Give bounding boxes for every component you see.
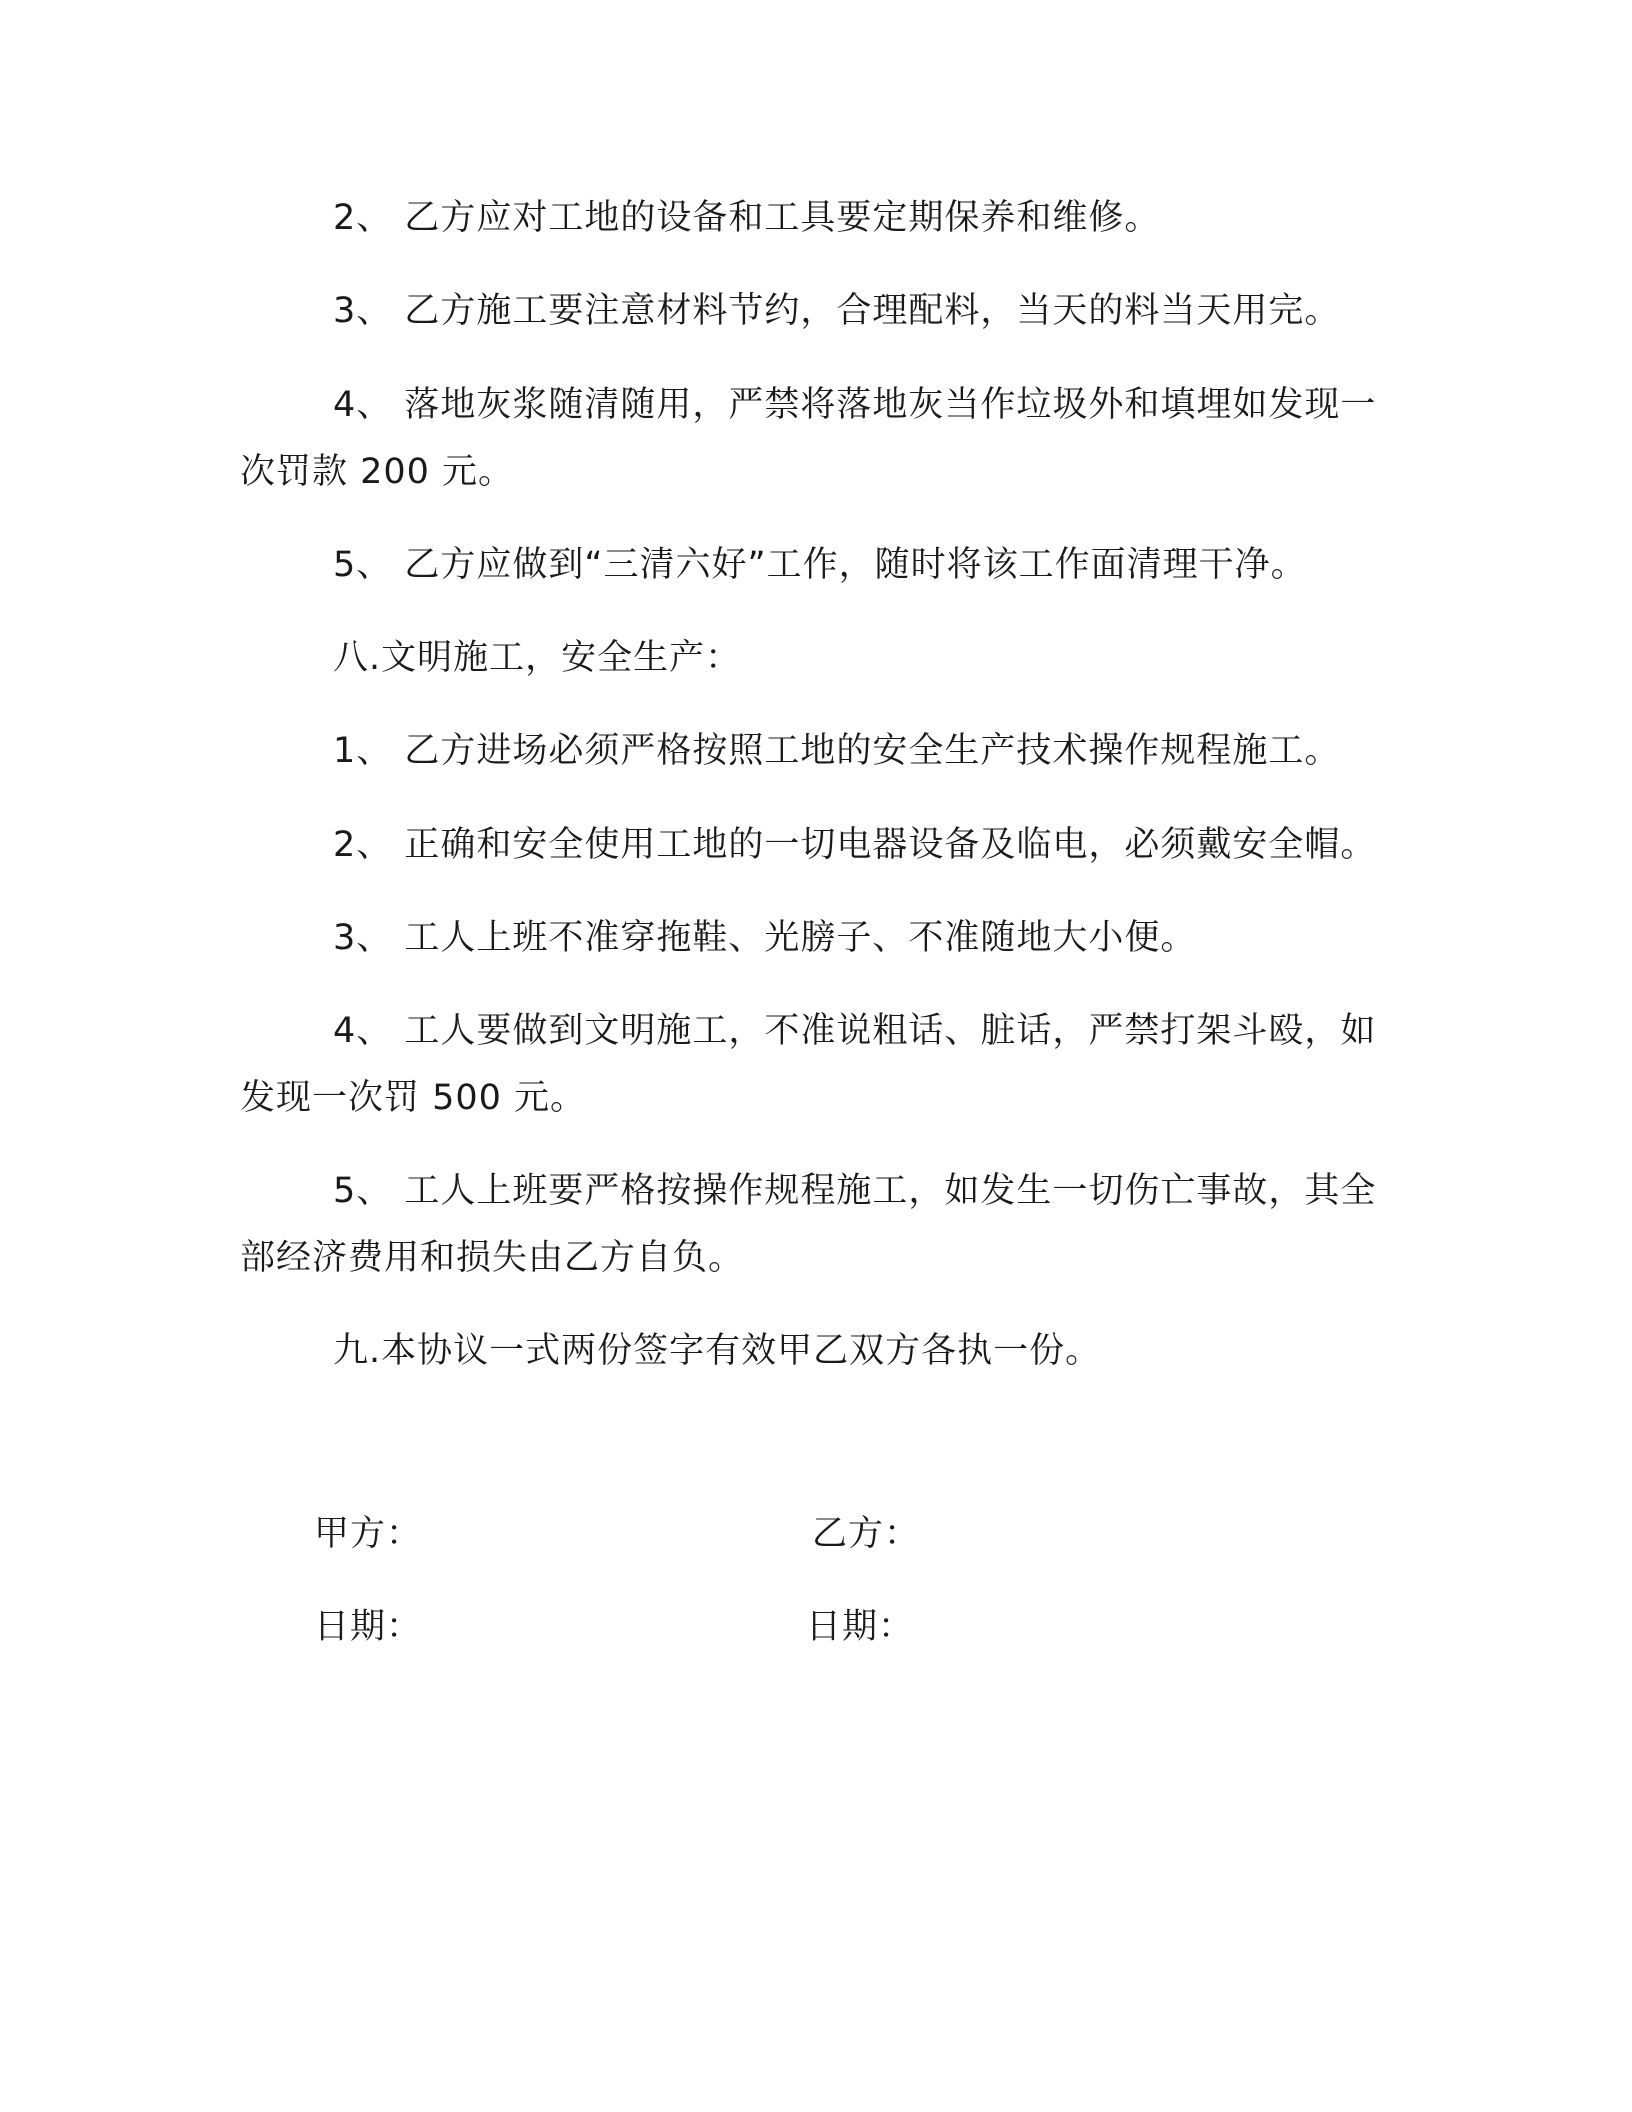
- date-a-label: 日期：: [314, 1607, 423, 1647]
- party-a-label: 甲方：: [314, 1514, 423, 1554]
- clause-electrical-safety: 2、 正确和安全使用工地的一切电器设备及临电，必须戴安全帽。: [333, 825, 1377, 865]
- clause-civil-conduct: 4、 工人要做到文明施工，不准说粗话、脏话，严禁打架斗殴，如发现一次罚 500 元。: [240, 1011, 1377, 1118]
- party-b-label: 乙方：: [812, 1514, 921, 1554]
- clause-equipment-maintenance: 2、 乙方应对工地的设备和工具要定期保养和维修。: [333, 198, 1161, 238]
- clause-safety-rules: 1、 乙方进场必须严格按照工地的安全生产技术操作规程施工。: [333, 731, 1341, 771]
- section-heading-civilized-construction: 八.文明施工，安全生产：: [333, 638, 742, 678]
- clause-accident-liability: 5、 工人上班要严格按操作规程施工，如发生一切伤亡事故，其全部经济费用和损失由乙方自负。: [240, 1171, 1377, 1278]
- clause-mortar-cleanup: 4、 落地灰浆随清随用，严禁将落地灰当作垃圾外和填埋如发现一次罚款 200 元。: [240, 385, 1377, 492]
- section-heading-agreement-copies: 九.本协议一式两份签字有效甲乙双方各执一份。: [333, 1331, 1102, 1371]
- clause-material-saving: 3、 乙方施工要注意材料节约，合理配料，当天的料当天用完。: [333, 291, 1341, 331]
- clause-dress-code: 3、 工人上班不准穿拖鞋、光膀子、不准随地大小便。: [333, 918, 1197, 958]
- clause-three-clean-six-good: 5、 乙方应做到“三清六好”工作，随时将该工作面清理干净。: [333, 545, 1307, 585]
- date-b-label: 日期：: [806, 1607, 915, 1647]
